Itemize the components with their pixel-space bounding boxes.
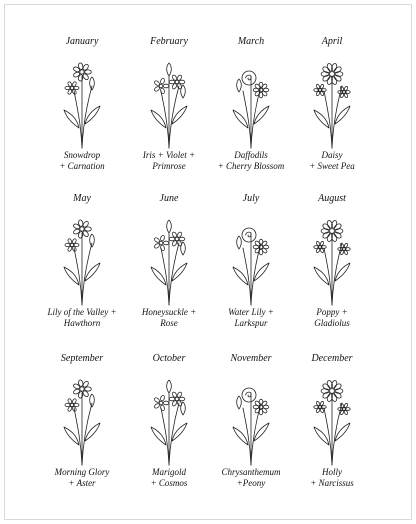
month-title: October	[152, 353, 186, 364]
month-title: June	[159, 193, 179, 204]
flower-names: Honeysuckle + Rose	[141, 307, 197, 328]
bouquet-illustration	[52, 56, 112, 151]
bouquet-illustration	[139, 373, 199, 468]
month-title: August	[318, 193, 346, 204]
flower-names: Daffodils + Cherry Blossom	[217, 150, 285, 171]
flower-names: Holly + Narcissus	[310, 467, 354, 488]
month-title: January	[65, 36, 99, 47]
bouquet-illustration	[302, 213, 362, 308]
bouquet-illustration	[139, 56, 199, 151]
flower-names: Morning Glory + Aster	[54, 467, 110, 488]
month-title: May	[73, 193, 91, 204]
month-cell-january	[32, 36, 132, 171]
bouquet-illustration	[221, 373, 281, 468]
month-title: February	[150, 36, 188, 47]
month-title: September	[60, 353, 104, 364]
month-title: July	[242, 193, 260, 204]
month-title: March	[237, 36, 265, 47]
month-title: November	[230, 353, 272, 364]
bouquet-illustration	[52, 373, 112, 468]
bouquet-illustration	[302, 56, 362, 151]
bouquet-illustration	[139, 213, 199, 308]
bouquet-illustration	[221, 56, 281, 151]
flower-names: Snowdrop + Carnation	[59, 150, 105, 171]
bouquet-illustration	[221, 213, 281, 308]
flower-names: Poppy + Gladiolus	[314, 307, 350, 328]
month-title: December	[311, 353, 353, 364]
flower-names: Lily of the Valley + Hawthorn	[47, 307, 117, 328]
flower-names: Iris + Violet + Primrose	[142, 150, 196, 171]
flower-names: Chrysanthemum +Peony	[221, 467, 281, 488]
month-cell-august	[282, 193, 382, 328]
bouquet-illustration	[52, 213, 112, 308]
month-cell-september	[32, 353, 132, 488]
bouquet-illustration	[302, 373, 362, 468]
month-cell-may	[32, 193, 132, 328]
flower-names: Marigold + Cosmos	[150, 467, 188, 488]
flower-names: Water Lily + Larkspur	[228, 307, 274, 328]
month-cell-april	[282, 36, 382, 171]
flower-names: Daisy + Sweet Pea	[309, 150, 355, 171]
month-title: April	[321, 36, 343, 47]
month-cell-december	[282, 353, 382, 488]
